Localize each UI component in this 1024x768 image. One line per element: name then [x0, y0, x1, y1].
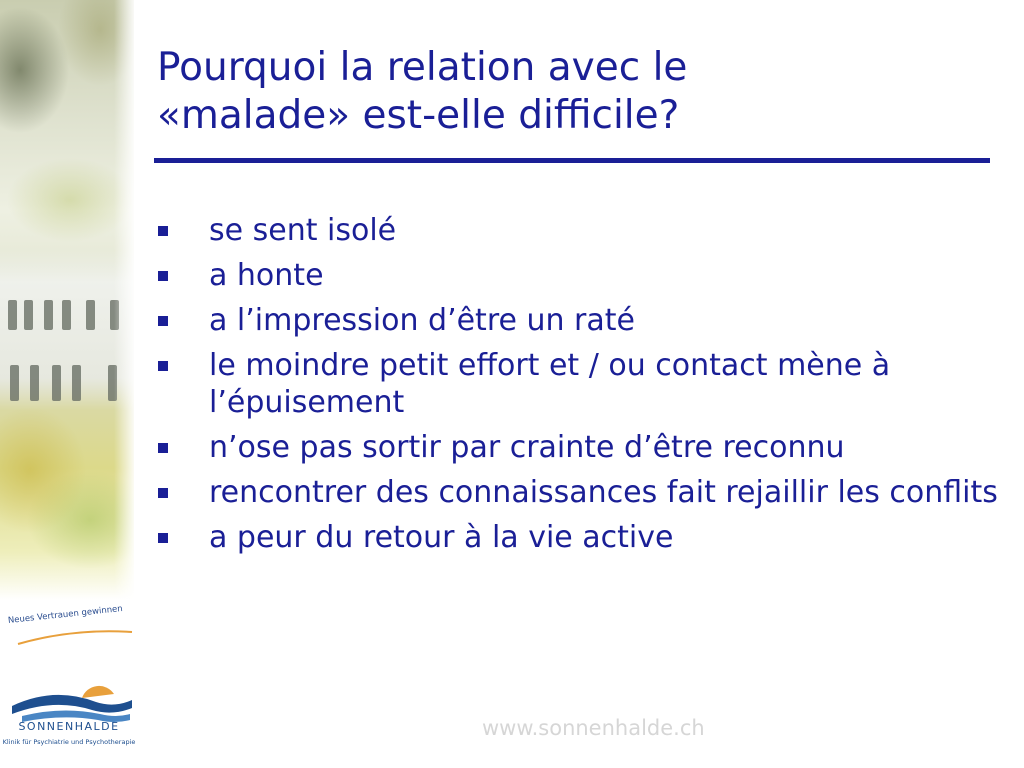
square-bullet-icon [158, 361, 168, 371]
square-bullet-icon [158, 443, 168, 453]
bullet-text: a l’impression d’être un raté [209, 303, 635, 338]
title-underline [154, 158, 990, 163]
bullet-text: a peur du retour à la vie active [209, 520, 674, 555]
bullet-text: se sent isolé [209, 213, 397, 248]
sidebar-photo [0, 0, 134, 600]
bullet-text: a honte [209, 258, 324, 293]
list-item [158, 302, 998, 339]
list-item [158, 474, 998, 511]
footer-url: www.sonnenhalde.ch [482, 716, 705, 740]
logo-name: SONNENHALDE [18, 720, 120, 733]
bullet-text: n’ose pas sortir par crainte d’être reconnu [209, 430, 845, 465]
bullet-text: le moindre petit effort et / ou contact mène à l’épuisement [209, 348, 891, 420]
list-item [158, 429, 998, 466]
square-bullet-icon [158, 488, 168, 498]
list-item [158, 519, 998, 556]
logo-subtitle: Klinik für Psychiatrie und Psychotherapie [2, 738, 136, 746]
square-bullet-icon [158, 316, 168, 326]
square-bullet-icon [158, 226, 168, 236]
logo-slogan: Neues Vertrauen gewinnen [7, 603, 124, 626]
bullet-text: rencontrer des connaissances fait rejaillir les conflits [209, 475, 998, 510]
slide-title: Pourquoi la relation avec le «malade» est-elle difficile? [157, 45, 688, 138]
slogan-swoosh-icon [14, 610, 134, 650]
square-bullet-icon [158, 533, 168, 543]
bullet-list [158, 212, 998, 564]
square-bullet-icon [158, 271, 168, 281]
list-item [158, 257, 998, 294]
list-item [158, 212, 998, 249]
list-item [158, 347, 998, 421]
